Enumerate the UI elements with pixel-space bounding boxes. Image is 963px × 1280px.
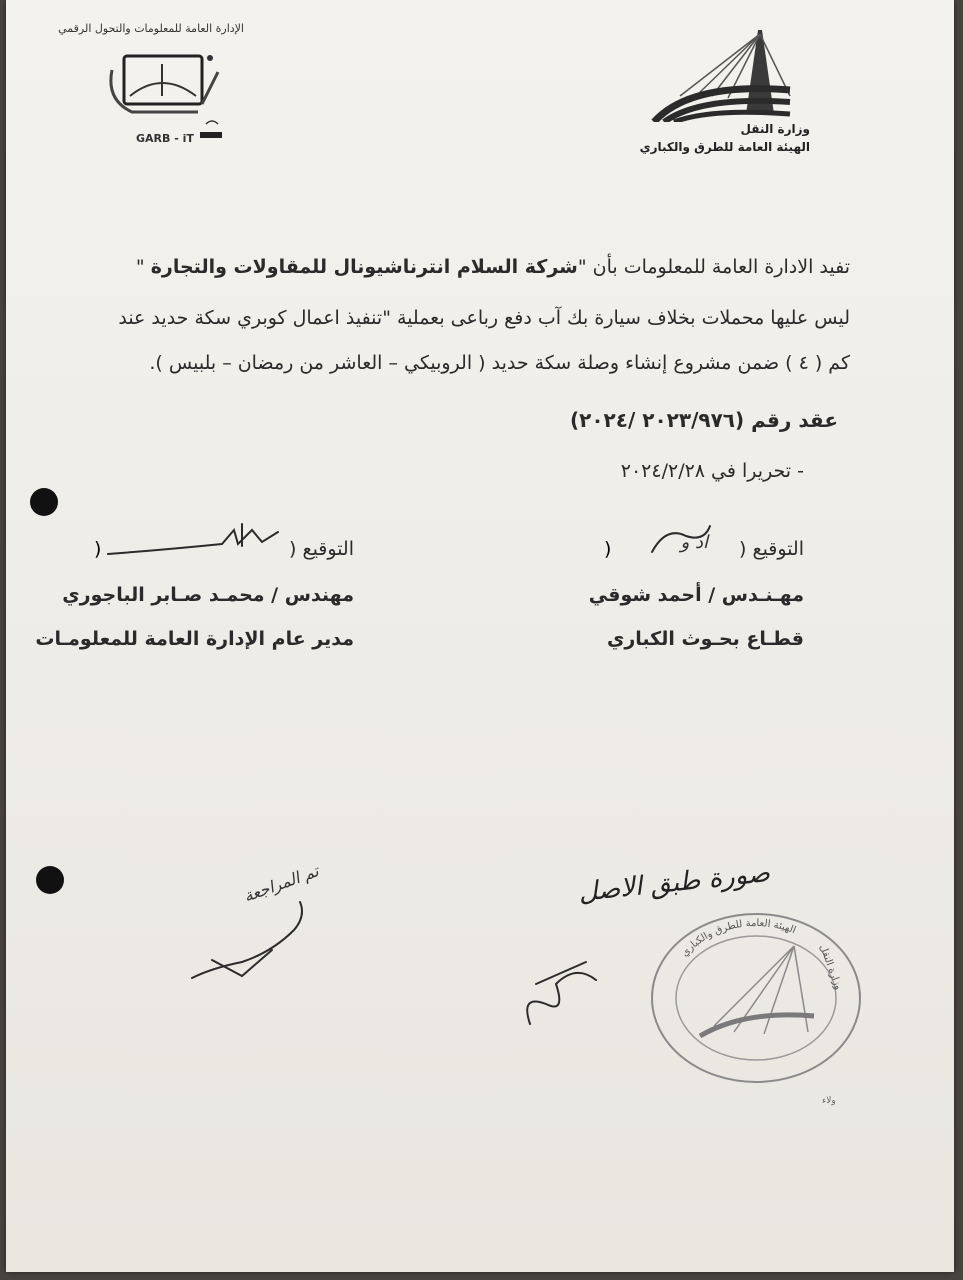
authority-name: الهيئة العامة للطرق والكباري <box>639 140 810 154</box>
date-line: - تحريرا في ٢٠٢٤/٢/٢٨ <box>620 460 804 482</box>
ministry-name: وزارة النقل <box>740 122 810 136</box>
it-logo-caption: GARB - iT <box>136 132 194 145</box>
it-department-name: الإدارة العامة للمعلومات والتحول الرقمي <box>58 22 244 35</box>
body-line-3: كم ( ٤ ) ضمن مشروع إنشاء وصلة سكة حديد ( الروبيكي – العاشر من رمضان – بلبيس ). <box>149 352 850 374</box>
line1-suffix: " <box>135 256 145 278</box>
right-signer-name: مهـنـدس / أحمد شوقي <box>588 584 804 606</box>
contract-number: (٢٠٢٣/٩٧٦ /٢٠٢٤) <box>570 408 745 432</box>
reviewer-signature-scribble <box>182 890 322 990</box>
contract-line <box>570 408 838 432</box>
official-stamp <box>644 906 866 1088</box>
right-signer-title: قطـاع بحـوث الكباري <box>606 628 804 650</box>
left-signer-name: مهندس / محمـد صـابر الباجوري <box>62 584 354 606</box>
right-signature-scribble <box>646 520 716 560</box>
contract-label: عقد رقم <box>751 408 838 432</box>
body-line-1 <box>136 256 850 278</box>
reviewed-handwritten-note: تم المراجعة <box>241 861 322 906</box>
monitor-bridge-icon <box>102 50 242 140</box>
punch-hole <box>36 866 64 894</box>
company-name: شركة السلام انترناشيونال للمقاولات والتجارة <box>150 256 578 278</box>
it-department-logo <box>58 20 244 150</box>
footer-mark: ولاء <box>822 1096 836 1106</box>
body-line-2: ليس عليها محملات بخلاف سيارة بك آب دفع رباعى بعملية "تنفيذ اعمال كوبري سكة حديد عند <box>118 307 850 329</box>
authority-logo <box>640 26 812 158</box>
punch-hole <box>30 488 58 516</box>
right-signature-label: التوقيع ( <box>739 538 804 560</box>
left-signature-label: التوقيع ( <box>289 538 354 560</box>
left-signer-title: مدير عام الإدارة العامة للمعلومـات <box>35 628 354 650</box>
stamp-ministry-text: وزارة النقل <box>817 943 844 992</box>
right-signature-close: ) <box>604 538 612 560</box>
bridge-emblem-icon <box>650 26 800 122</box>
lower-signature-scribble <box>516 944 606 1034</box>
photocopy-handwritten-note: صورة طبق الاصل <box>576 858 772 908</box>
document-page <box>6 0 954 1272</box>
left-signature-close: ) <box>94 538 102 560</box>
right-signature-handwriting: اد و <box>680 532 708 553</box>
line1-prefix: تفيد الادارة العامة للمعلومات بأن " <box>577 256 850 278</box>
left-signature-scribble <box>102 520 288 564</box>
stamp-outer-text: الهيئة العامة للطرق والكباري <box>679 917 798 959</box>
